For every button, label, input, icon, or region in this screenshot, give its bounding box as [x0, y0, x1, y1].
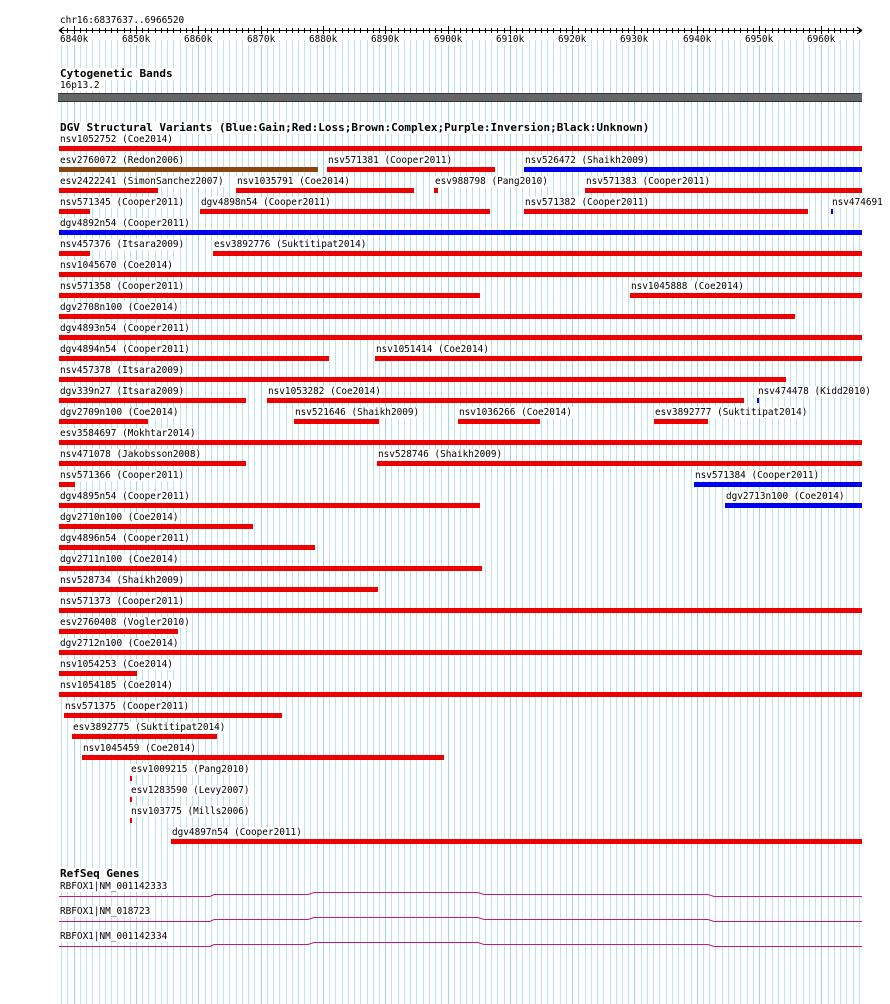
ruler-tick-label: 6920k — [558, 34, 587, 45]
variant-label: nsv1053282 (Coe2014) — [268, 386, 381, 397]
variant-label: dgv2709n100 (Coe2014) — [60, 407, 179, 418]
variant-label: esv988798 (Pang2010) — [435, 176, 548, 187]
ruler-tick-label: 6880k — [309, 34, 338, 45]
ruler-tick-label: 6860k — [184, 34, 213, 45]
refseq-track-title: RefSeq Genes — [60, 867, 140, 880]
variant-label: nsv474691 — [832, 197, 883, 208]
ruler-tick-label: 6900k — [434, 34, 463, 45]
variant-label: nsv571382 (Cooper2011) — [525, 197, 650, 208]
variant-label: esv2422241 (SimonSanchez2007) — [60, 176, 224, 187]
variant-label: nsv1045888 (Coe2014) — [631, 281, 744, 292]
variant-label: nsv528746 (Shaikh2009) — [378, 449, 503, 460]
variant-label: nsv474478 (Kidd2010) — [758, 386, 871, 397]
variant-label: dgv4893n54 (Cooper2011) — [60, 323, 190, 334]
cytoband-name: 16p13.2 — [60, 80, 100, 91]
variant-label: nsv571345 (Cooper2011) — [60, 197, 185, 208]
gene-label: RBFOX1|NM_018723 — [60, 906, 151, 917]
variant-label: nsv457378 (Itsara2009) — [60, 365, 185, 376]
variant-label: dgv4897n54 (Cooper2011) — [172, 827, 302, 838]
region-label: chr16:6837637..6966520 — [60, 15, 185, 26]
variant-label: dgv2711n100 (Coe2014) — [60, 554, 179, 565]
ruler-tick-label: 6850k — [122, 34, 151, 45]
dgv-track-title: DGV Structural Variants (Blue:Gain;Red:Loss;Brown:Complex;Purple:Inversion;Black:Unknown) — [60, 121, 650, 134]
gene-model[interactable] — [59, 918, 862, 922]
variant-label: nsv457376 (Itsara2009) — [60, 239, 185, 250]
variant-label: nsv571366 (Cooper2011) — [60, 470, 185, 481]
variant-label: esv2760408 (Vogler2010) — [60, 617, 190, 628]
ruler-tick-label: 6870k — [247, 34, 276, 45]
variant-label: dgv4894n54 (Cooper2011) — [60, 344, 190, 355]
ruler-tick-label: 6950k — [745, 34, 774, 45]
variant-label: esv3892776 (Suktitipat2014) — [214, 239, 367, 250]
variant-label: nsv571383 (Cooper2011) — [586, 176, 711, 187]
variant-label: nsv571384 (Cooper2011) — [695, 470, 820, 481]
variant-label: nsv526472 (Shaikh2009) — [525, 155, 650, 166]
ruler-tick-label: 6910k — [496, 34, 525, 45]
variant-label: dgv4895n54 (Cooper2011) — [60, 491, 190, 502]
gene-label: RBFOX1|NM_001142333 — [60, 881, 168, 892]
gene-label: RBFOX1|NM_001142334 — [60, 931, 168, 942]
gene-model[interactable] — [59, 943, 862, 947]
variant-label: dgv4896n54 (Cooper2011) — [60, 533, 190, 544]
variant-label: esv3892777 (Suktitipat2014) — [655, 407, 808, 418]
ruler-tick-label: 6940k — [683, 34, 712, 45]
variant-label: dgv2708n100 (Coe2014) — [60, 302, 179, 313]
variant-label: esv3892775 (Suktitipat2014) — [73, 722, 226, 733]
variant-label: nsv103775 (Mills2006) — [131, 806, 250, 817]
variant-label: esv1009215 (Pang2010) — [131, 764, 250, 775]
variant-label: nsv1045459 (Coe2014) — [83, 743, 196, 754]
ruler-tick-label: 6890k — [371, 34, 400, 45]
variant-label: dgv4892n54 (Cooper2011) — [60, 218, 190, 229]
variant-label: esv1283590 (Levy2007) — [131, 785, 250, 796]
variant-label: nsv471078 (Jakobsson2008) — [60, 449, 202, 460]
variant-label: nsv521646 (Shaikh2009) — [295, 407, 420, 418]
cytoband-track-title: Cytogenetic Bands — [60, 67, 173, 80]
gene-model[interactable] — [59, 893, 862, 897]
variant-label: dgv2710n100 (Coe2014) — [60, 512, 179, 523]
variant-label: nsv1045670 (Coe2014) — [60, 260, 173, 271]
variant-label: dgv2712n100 (Coe2014) — [60, 638, 179, 649]
variant-label: nsv571358 (Cooper2011) — [60, 281, 185, 292]
variant-label: nsv528734 (Shaikh2009) — [60, 575, 185, 586]
variant-label: esv2760072 (Redon2006) — [60, 155, 185, 166]
variant-label: nsv1035791 (Coe2014) — [237, 176, 350, 187]
variant-label: nsv571381 (Cooper2011) — [328, 155, 453, 166]
variant-label: nsv571373 (Cooper2011) — [60, 596, 185, 607]
ruler-tick-label: 6930k — [620, 34, 649, 45]
variant-label: nsv571375 (Cooper2011) — [65, 701, 190, 712]
variant-label: dgv2713n100 (Coe2014) — [726, 491, 845, 502]
variant-label: nsv1051414 (Coe2014) — [376, 344, 489, 355]
variant-label: dgv339n27 (Itsara2009) — [60, 386, 185, 397]
variant-label: nsv1054253 (Coe2014) — [60, 659, 173, 670]
variant-label: nsv1036266 (Coe2014) — [459, 407, 572, 418]
variant-label: esv3584697 (Mokhtar2014) — [60, 428, 196, 439]
variant-label: nsv1052752 (Coe2014) — [60, 134, 173, 145]
variant-label: dgv4898n54 (Cooper2011) — [201, 197, 331, 208]
variant-label: nsv1054185 (Coe2014) — [60, 680, 173, 691]
ruler-tick-label: 6960k — [807, 34, 836, 45]
ruler-tick-label: 6840k — [60, 34, 89, 45]
